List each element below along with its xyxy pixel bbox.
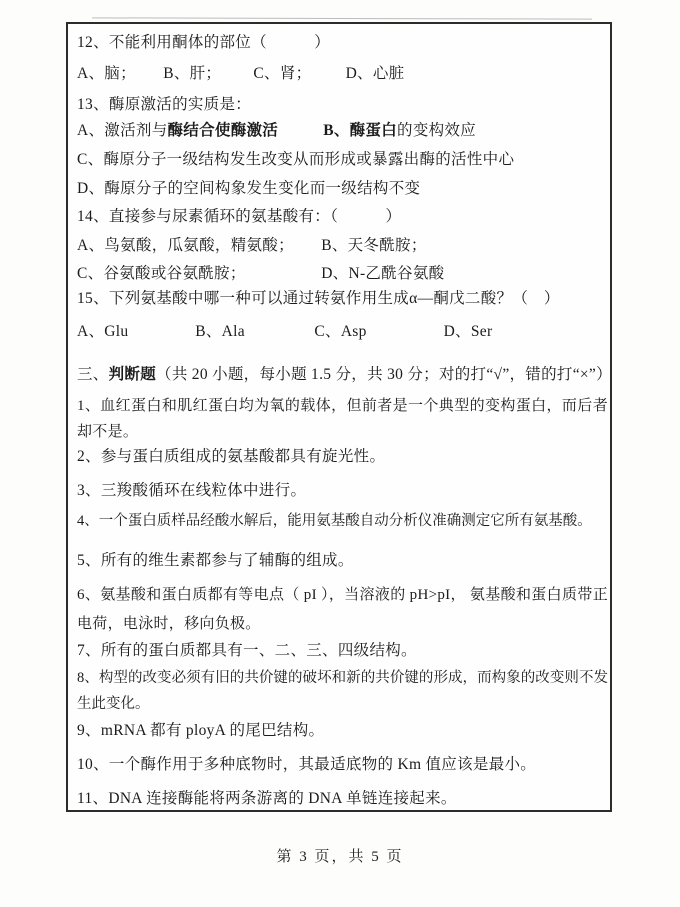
tf-item-11: 11、DNA 连接酶能将两条游离的 DNA 单链连接起来。 [77,790,457,807]
tf-item-1: 1、血红蛋白和肌红蛋白均为氧的载体，但前者是一个典型的变构蛋白，而后者却不是。 [77,398,608,440]
tf-item-7: 7、所有的蛋白质都具有一、二、三、四级结构。 [77,642,417,659]
tf-item-9: 9、mRNA 都有 ployA 的尾巴结构。 [77,722,325,739]
question-12-stem: 12、不能利用酮体的部位（ ） [77,34,331,51]
q14-option-d: D、N-乙酰谷氨酸 [321,265,445,282]
tf-item-10: 10、一个酶作用于多种底物时，其最适底物的 Km 值应该是最小。 [77,756,537,773]
q13-option-a [77,121,319,140]
q12-option-c: C、肾； [253,65,312,82]
q12-option-a: A、脑； [77,65,136,82]
q14-option-c: C、谷氨酸或谷氨酰胺； [77,265,246,282]
q13-option-b-text: 的变构效应 [397,122,477,139]
q13-option-c: C、酶原分子一级结构发生改变从而形成或暴露出酶的活性中心 [77,151,515,168]
section-3-header [77,365,612,384]
q14-option-b: B、天冬酰胺； [321,237,427,254]
section-3-title: 判断题 [108,366,157,383]
q14-option-a: A、鸟氨酸，瓜氨酸，精氨酸； [77,237,294,254]
q15-option-d: D、Ser [443,323,493,340]
question-13-stem: 13、酶原激活的实质是： [77,96,252,113]
q15-option-a: A、Glu [77,323,129,340]
q13-option-a-bold-text: 酶结合使酶激活 [167,122,279,139]
question-12-options [77,64,608,83]
tf-item-3: 3、三羧酸循环在线粒体中进行。 [77,482,307,499]
question-14-options-cd [77,264,608,283]
q13-option-a-text: A、激活剂与 [77,122,168,139]
scan-artifact-line [92,17,592,19]
q13-option-d: D、酶原分子的空间构象发生变化而一级结构不变 [77,180,421,197]
question-15-options [77,322,608,341]
q15-option-b: B、Ala [195,323,245,340]
question-14-stem: 14、直接参与尿素循环的氨基酸有：（ ） [77,208,402,225]
question-15-stem: 15、下列氨基酸中哪一种可以通过转氨作用生成α—酮戊二酸？（ ） [77,290,560,307]
tf-item-5: 5、所有的维生素都参与了辅酶的组成。 [77,552,354,569]
q12-option-b: B、肝； [163,65,222,82]
tf-item-4: 4、一个蛋白质样品经酸水解后，能用氨基酸自动分析仪准确测定它所有氨基酸。 [77,513,592,529]
question-14-options-ab [77,236,608,255]
tf-item-6: 6、氨基酸和蛋白质都有等电点（ pI ），当溶液的 pH>pI， 氨基酸和蛋白质带正电荷，电泳时，移向负极。 [77,587,608,632]
q13-option-b-bold-text: B、酶蛋白 [323,122,398,139]
q12-option-d: D、心脏 [345,65,405,82]
tf-item-2: 2、参与蛋白质组成的氨基酸都具有旋光性。 [77,448,386,465]
section-3-instructions: （共 20 小题，每小题 1.5 分，共 30 分；对的打“√”，错的打“×”） [156,366,612,383]
page-number-footer: 第 3 页，共 5 页 [276,849,404,865]
section-3-number: 三、 [77,366,109,383]
tf-item-8: 8、构型的改变必须有旧的共价键的破坏和新的共价键的形成，而构象的改变则不发生此变化。 [77,670,608,712]
q13-option-b [323,121,476,140]
question-13-options-ab [77,121,608,140]
exam-content-frame [66,22,612,812]
q15-option-c: C、Asp [314,323,367,340]
